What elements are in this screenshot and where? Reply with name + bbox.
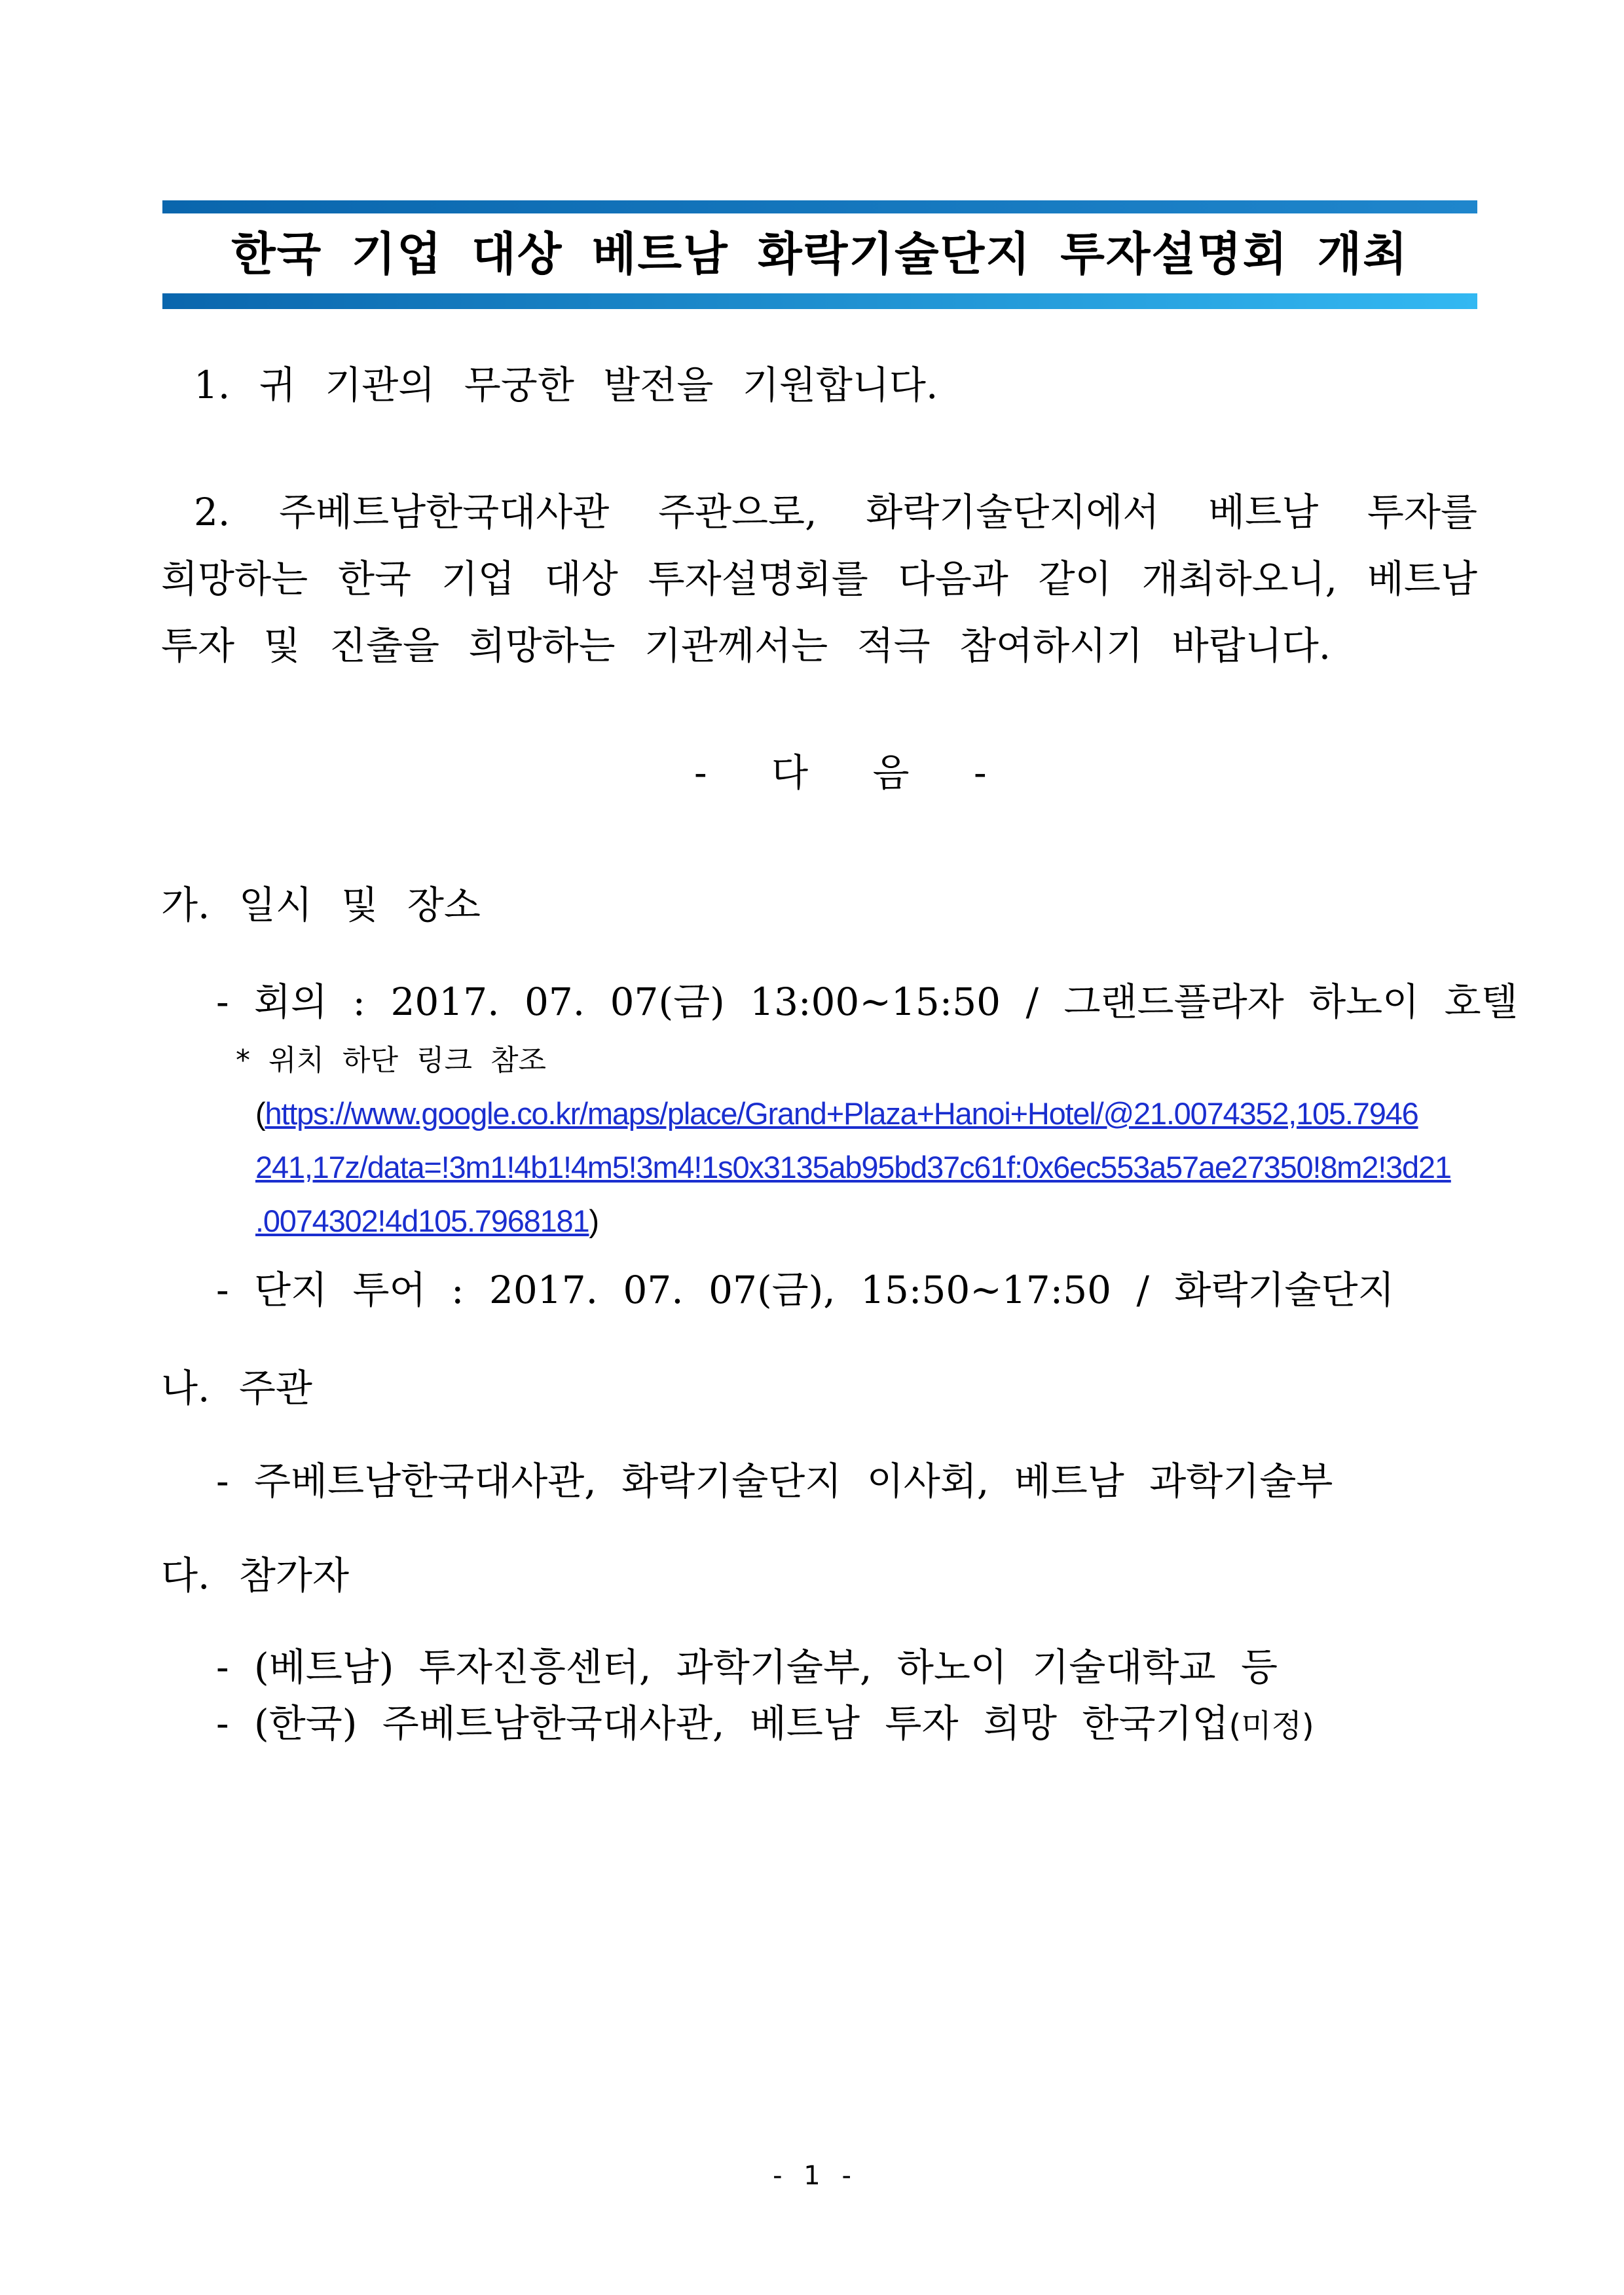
page-number: - 1 - [773, 2161, 851, 2191]
map-link-row-1 [255, 1087, 1486, 1141]
participant-korea-text: - (한국) 주베트남한국대사관, 베트남 투자 희망 한국기업 [216, 1701, 1229, 1746]
participant-korea-tbd: (미정) [1228, 1708, 1314, 1744]
section-na-heading: 나. 주관 [161, 1366, 312, 1410]
paragraph-2-line-1: 2. 주베트남한국대사관 주관으로, 화락기술단지에서 베트남 투자를 [194, 490, 1477, 534]
notice-heading: - 다 음 - [694, 750, 987, 795]
title-bar-bottom [162, 293, 1477, 309]
participant-korea [216, 1697, 1314, 1752]
participant-vietnam: - (베트남) 투자진흥센터, 과학기술부, 하노이 기술대학교 등 [216, 1645, 1278, 1689]
section-da-heading: 다. 참가자 [161, 1553, 349, 1598]
title-bar-top [162, 200, 1477, 213]
map-link-line-3[interactable]: .0074302!4d105.7968181 [255, 1203, 589, 1238]
document-title: 한국 기업 대상 베트남 화락기술단지 투자설명회 개최 [231, 227, 1409, 281]
map-link-row-2 [255, 1141, 1486, 1194]
paragraph-2-line-3: 투자 및 진출을 희망하는 기관께서는 적극 참여하시기 바랍니다. [161, 623, 1331, 668]
map-link-line-2[interactable]: 241,17z/data=!3m1!4b1!4m5!3m4!1s0x3135ab95bd37c61f:0x6ec553a57ae27350!8m2!3d21 [255, 1150, 1451, 1184]
link-close-paren: ) [589, 1203, 599, 1238]
map-link-block [255, 1087, 1486, 1248]
meeting-schedule: - 회의 : 2017. 07. 07(금) 13:00~15:50 / 그랜드플라자 하노이 호텔 [216, 980, 1518, 1024]
paragraph-1: 1. 귀 기관의 무궁한 발전을 기원합니다. [194, 363, 938, 407]
paragraph-2-line-2: 희망하는 한국 기업 대상 투자설명회를 다음과 같이 개최하오니, 베트남 [161, 557, 1477, 601]
organizer-list: - 주베트남한국대사관, 화락기술단지 이사회, 베트남 과학기술부 [216, 1459, 1333, 1503]
tour-schedule: - 단지 투어 : 2017. 07. 07(금), 15:50~17:50 / 화락기술단지 [216, 1268, 1395, 1312]
location-note: * 위치 하단 링크 참조 [236, 1044, 546, 1077]
map-link-row-3 [255, 1194, 1486, 1248]
section-ga-heading: 가. 일시 및 장소 [161, 883, 481, 927]
map-link-line-1[interactable]: https://www.google.co.kr/maps/place/Grand+Plaza+Hanoi+Hotel/@21.0074352,105.7946 [265, 1096, 1418, 1131]
link-open-paren: ( [255, 1096, 265, 1131]
